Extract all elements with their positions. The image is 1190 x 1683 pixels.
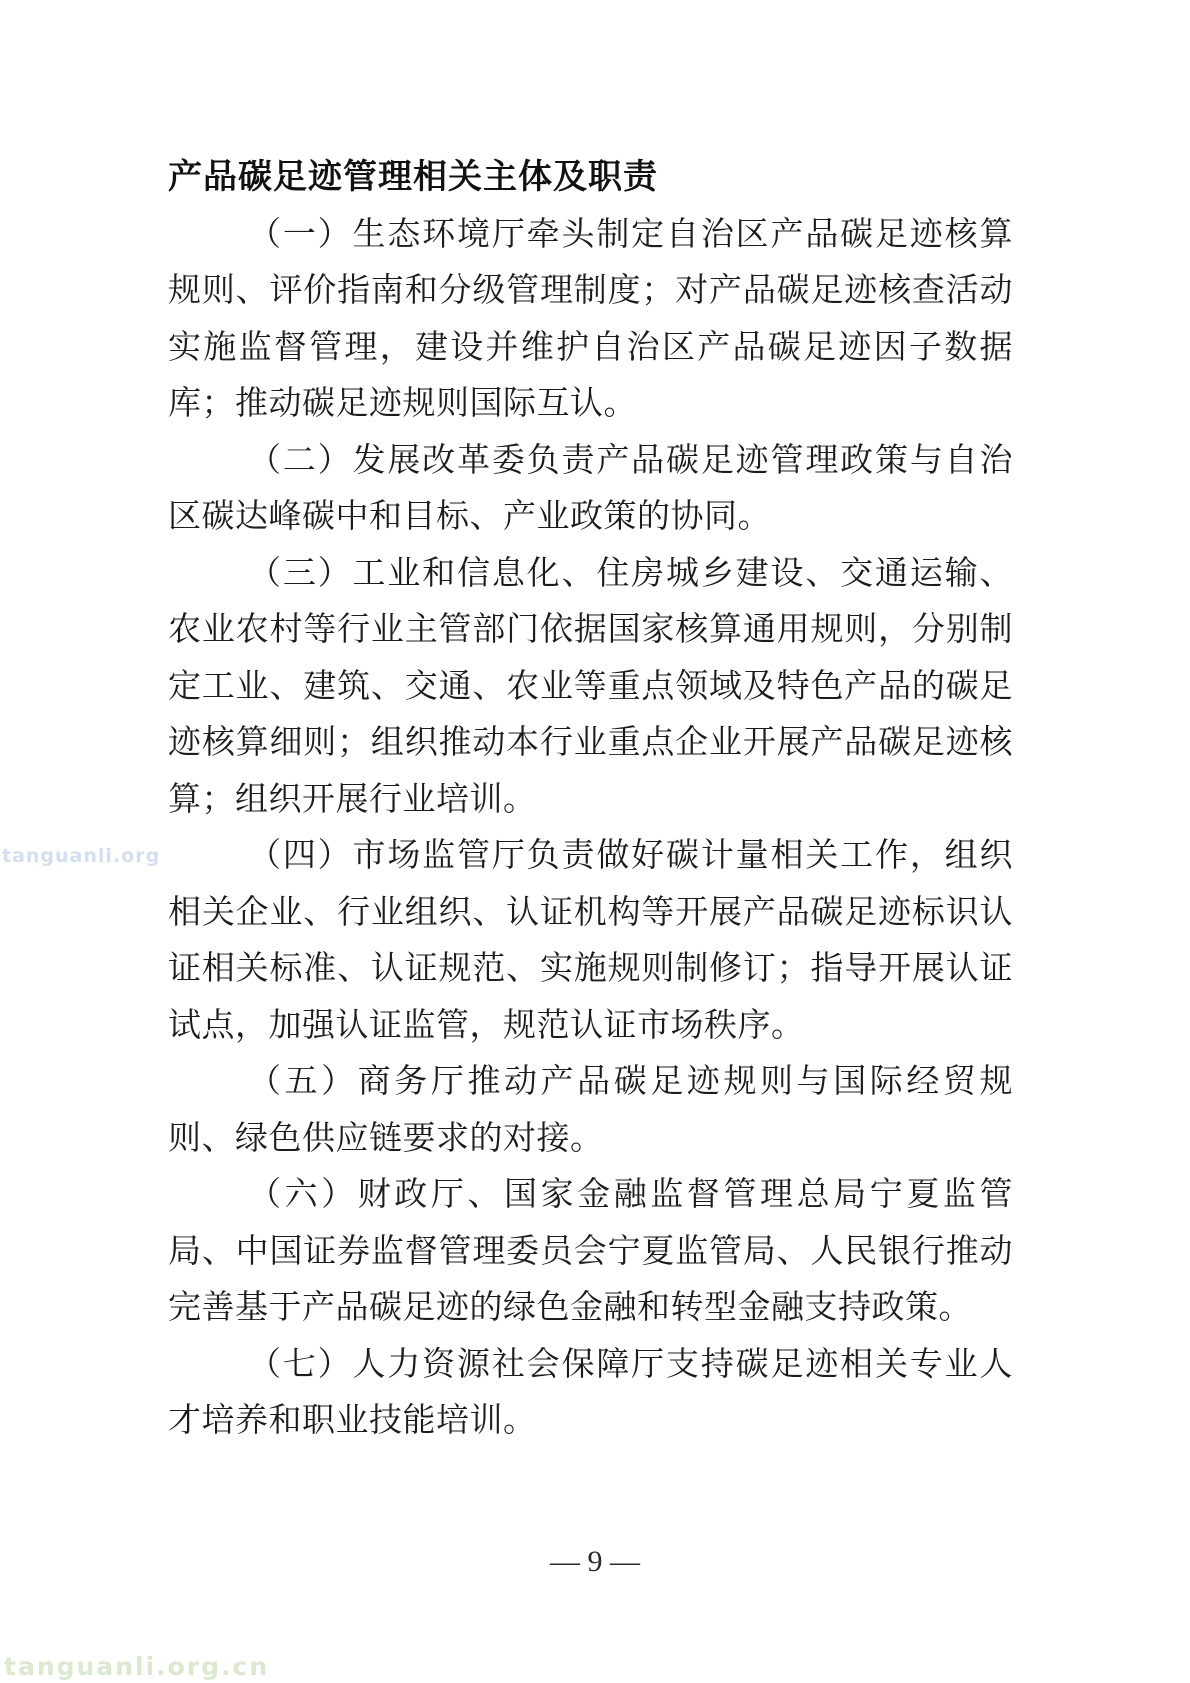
watermark-bottom-left: tanguanli.org.cn [4, 1652, 270, 1681]
paragraph-item-7: （七）人力资源社会保障厅支持碳足迹相关专业人才培养和职业技能培训。 [168, 1346, 1013, 1439]
paragraph-item-2: （二）发展改革委负责产品碳足迹管理政策与自治区碳达峰碳中和目标、产业政策的协同。 [168, 442, 1013, 535]
section-heading: 产品碳足迹管理相关主体及职责 [168, 159, 658, 196]
watermark-middle-left: tanguanli.org [2, 845, 161, 867]
paragraph-item-4: （四）市场监管厅负责做好碳计量相关工作，组织相关企业、行业组织、认证机构等开展产品碳足迹标识认证相关标准、认证规范、实施规则制修订；指导开展认证试点，加强认证监管，规范认证市场秩序。 [168, 838, 1013, 1044]
paragraph-item-1: （一）生态环境厅牵头制定自治区产品碳足迹核算规则、评价指南和分级管理制度；对产品碳足迹核查活动实施监督管理，建设并维护自治区产品碳足迹因子数据库；推动碳足迹规则国际互认。 [168, 216, 1013, 422]
page-number: — 9 — [550, 1545, 640, 1578]
paragraph-item-3: （三）工业和信息化、住房城乡建设、交通运输、农业农村等行业主管部门依据国家核算通用规则，分别制定工业、建筑、交通、农业等重点领域及特色产品的碳足迹核算细则；组织推动本行业重点企业开展产品碳足迹核算；组织开展行业培训。 [168, 555, 1013, 818]
document-body [168, 150, 1013, 1450]
paragraph-item-6: （六）财政厅、国家金融监督管理总局宁夏监管局、中国证券监督管理委员会宁夏监管局、人民银行推动完善基于产品碳足迹的绿色金融和转型金融支持政策。 [168, 1177, 1013, 1326]
paragraph-item-5: （五）商务厅推动产品碳足迹规则与国际经贸规则、绿色供应链要求的对接。 [168, 1064, 1013, 1157]
